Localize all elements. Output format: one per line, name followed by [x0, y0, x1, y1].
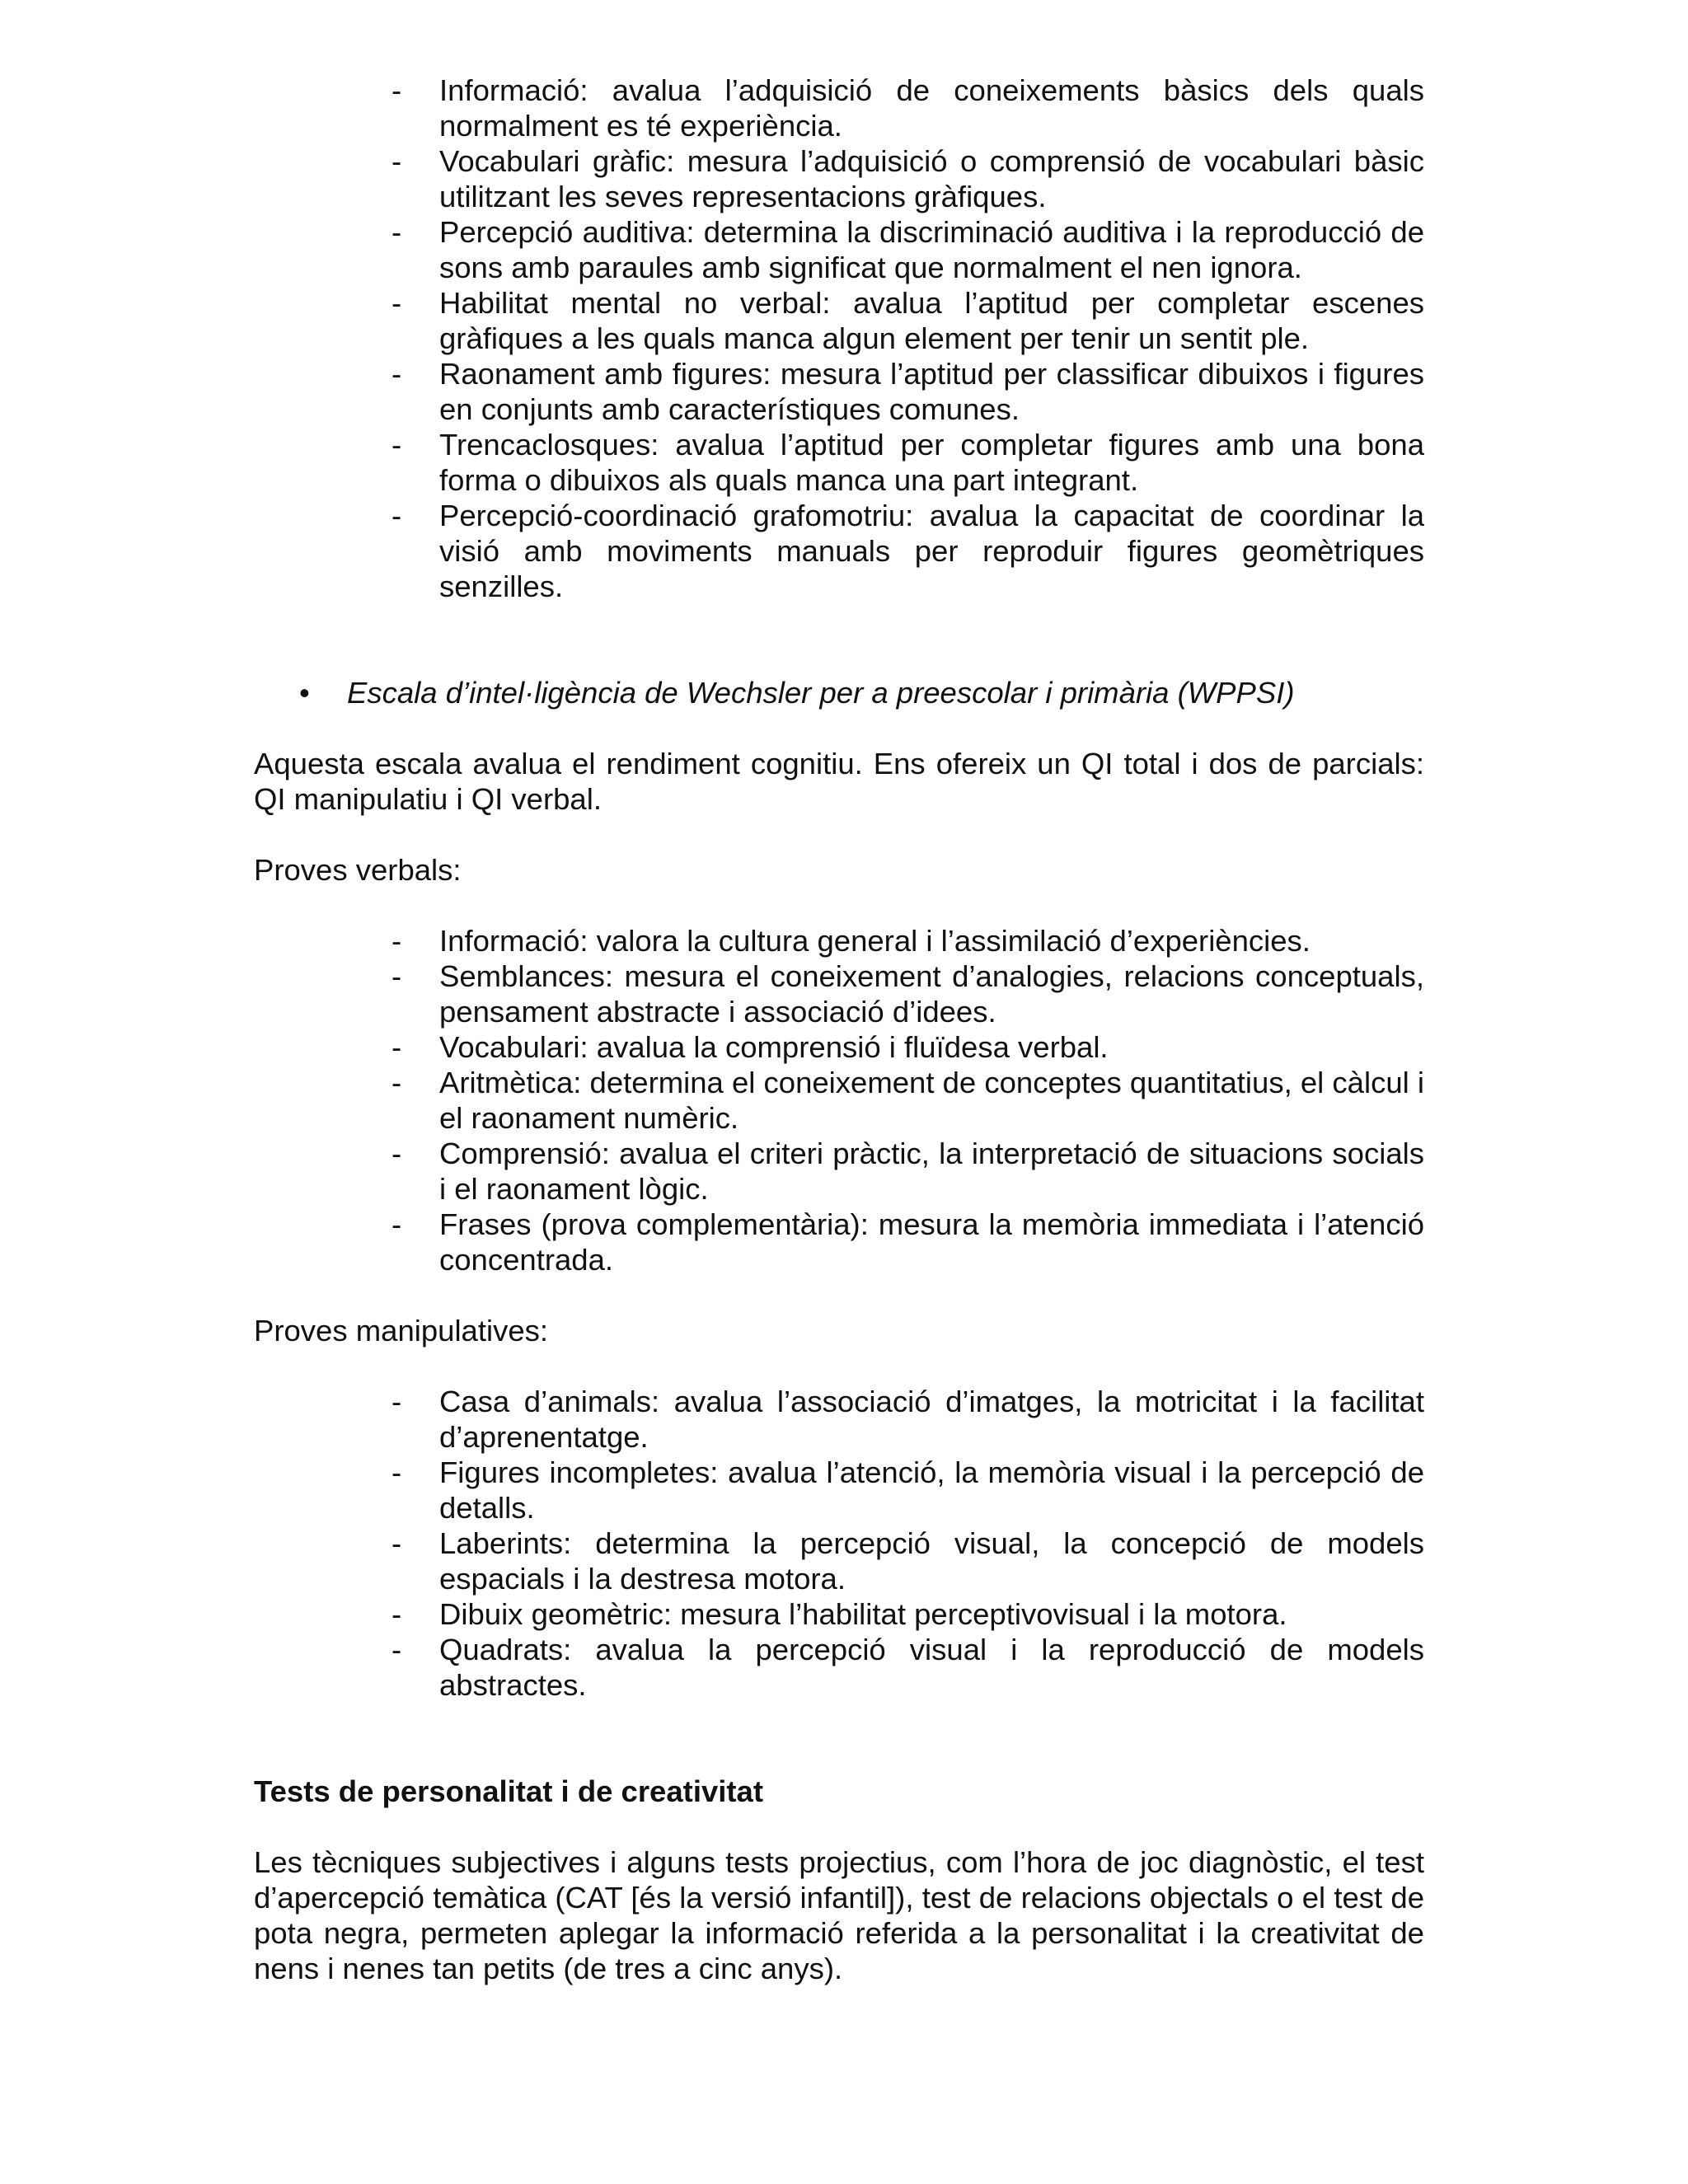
- list-item: - Frases (prova complementària): mesura la memòria immediata i l’atenció concentrada.: [392, 1207, 1424, 1277]
- intro-paragraph: Aquesta escala avalua el rendiment cognitiu. Ens ofereix un QI total i dos de parcials: QI manipulatiu i QI verbal.: [254, 747, 1424, 816]
- manipulative-heading: Proves manipulatives:: [254, 1314, 549, 1347]
- dash-marker: -: [392, 1207, 402, 1241]
- list-item: - Laberints: determina la percepció visual, la concepció de models espacials i la destresa motora.: [392, 1526, 1424, 1596]
- bullet-heading-wppsi: [254, 675, 1424, 710]
- dash-marker: -: [392, 357, 402, 391]
- list-item: - Vocabulari: avalua la comprensió i fluïdesa verbal.: [392, 1030, 1109, 1064]
- dash-marker: -: [392, 73, 402, 107]
- list-item: - Percepció-coordinació grafomotriu: avalua la capacitat de coordinar la visió amb moviments manuals per reproduir figures geomètriques senzilles.: [392, 499, 1424, 603]
- manipulative-test-list: [254, 1384, 1424, 1703]
- dash-marker: -: [392, 428, 402, 462]
- document-page: [254, 73, 1424, 1986]
- list-item: - Percepció auditiva: determina la discriminació auditiva i la reproducció de sons amb paraules amb significat que normalment el nen ignora.: [392, 215, 1424, 284]
- dash-marker: -: [392, 215, 402, 249]
- subtest-list-1: [254, 73, 1424, 604]
- dash-marker: -: [392, 1526, 402, 1560]
- list-item: - Habilitat mental no verbal: avalua l’aptitud per completar escenes gràfiques a les quals manca algun element per tenir un sentit ple.: [392, 286, 1424, 355]
- verbal-heading: Proves verbals:: [254, 853, 462, 887]
- dash-marker: -: [392, 924, 402, 958]
- list-item: - Dibuix geomètric: mesura l’habilitat perceptivovisual i la motora.: [392, 1597, 1287, 1631]
- dash-marker: -: [392, 1385, 402, 1418]
- list-item: - Aritmètica: determina el coneixement de conceptes quantitatius, el càlcul i el raonament numèric.: [392, 1066, 1424, 1135]
- list-item: - Informació: avalua l’adquisició de coneixements bàsics dels quals normalment es té experiència.: [392, 73, 1424, 143]
- list-item: - Vocabulari gràfic: mesura l’adquisició o comprensió de vocabulari bàsic utilitzant les seves representacions gràfiques.: [392, 144, 1424, 213]
- dash-marker: -: [392, 144, 402, 178]
- verbal-test-list: [254, 923, 1424, 1277]
- bullet-text: Escala d’intel·ligència de Wechsler per a preescolar i primària (WPPSI): [347, 676, 1295, 710]
- list-item: - Comprensió: avalua el criteri pràctic, la interpretació de situacions socials i el raonament lògic.: [392, 1137, 1424, 1206]
- list-item: - Quadrats: avalua la percepció visual i la reproducció de models abstractes.: [392, 1633, 1424, 1702]
- list-item: - Trencaclosques: avalua l’aptitud per completar figures amb una bona forma o dibuixos als quals manca una part integrant.: [392, 428, 1424, 497]
- list-item: - Informació: valora la cultura general i l’assimilació d’experiències.: [392, 924, 1311, 958]
- bullet-marker: •: [299, 676, 310, 710]
- dash-marker: -: [392, 499, 402, 532]
- list-item: - Semblances: mesura el coneixement d’analogies, relacions conceptuals, pensament abstracte i associació d’idees.: [392, 959, 1424, 1029]
- dash-marker: -: [392, 1455, 402, 1489]
- dash-marker: -: [392, 1137, 402, 1170]
- list-item: - Raonament amb figures: mesura l’aptitud per classificar dibuixos i figures en conjunts amb característiques comunes.: [392, 357, 1424, 426]
- dash-marker: -: [392, 1030, 402, 1064]
- dash-marker: -: [392, 1066, 402, 1099]
- list-item: - Figures incompletes: avalua l’atenció, la memòria visual i la percepció de detalls.: [392, 1455, 1424, 1525]
- dash-marker: -: [392, 959, 402, 993]
- list-item: - Casa d’animals: avalua l’associació d’imatges, la motricitat i la facilitat d’aprenentatge.: [392, 1385, 1424, 1454]
- dash-marker: -: [392, 1633, 402, 1666]
- dash-marker: -: [392, 286, 402, 320]
- section-heading: Tests de personalitat i de creativitat: [254, 1774, 764, 1808]
- closing-paragraph: Les tècniques subjectives i alguns tests projectius, com l’hora de joc diagnòstic, el test d’apercepció temàtica (CAT [és la versió infantil]), test de relacions objectals o el test de pota negra, permeten aplegar la informació referida a la personalitat i la creativitat de nens i nenes tan petits (de tres a cinc anys).: [254, 1845, 1424, 1985]
- dash-marker: -: [392, 1597, 402, 1631]
